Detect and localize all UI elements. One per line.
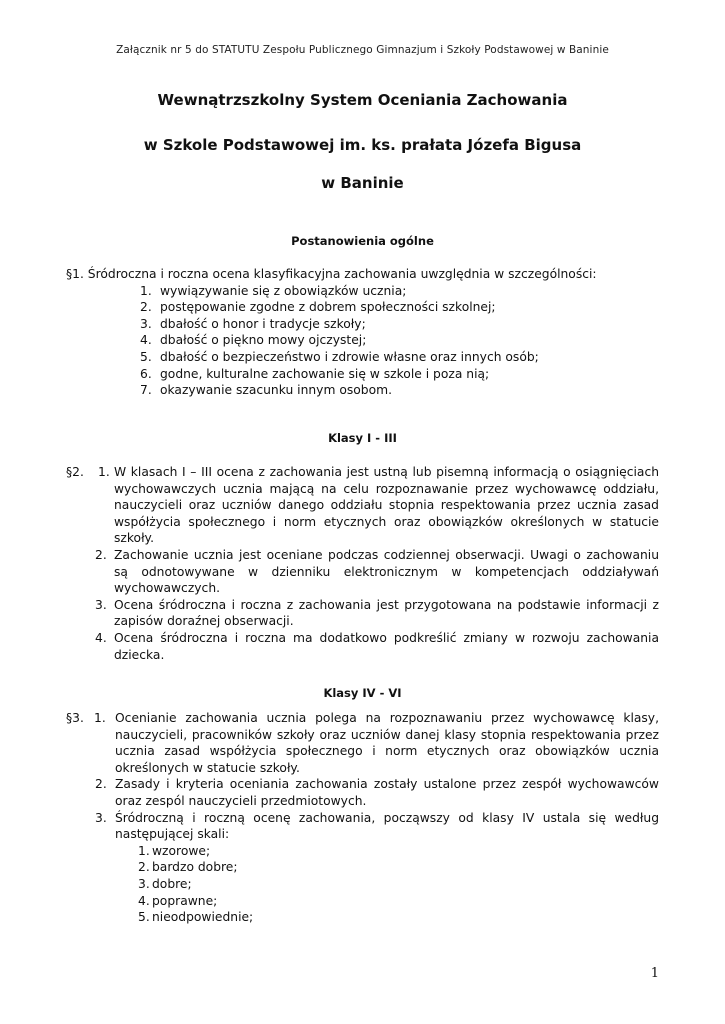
list-item bbox=[66, 349, 666, 366]
item-text: wywiązywanie się z obowiązków ucznia; bbox=[160, 283, 407, 298]
item-number: 3. bbox=[138, 876, 150, 891]
item-text: Ocena śródroczna i roczna z zachowania jest przygotowana na podstawie informacji z zapisów doraźnej obserwacji. bbox=[114, 597, 659, 629]
item-text: dbałość o bezpieczeństwo i zdrowie własne oraz innych osób; bbox=[160, 349, 539, 364]
section-heading-klasy-1-3: Klasy I - III bbox=[328, 431, 397, 445]
list-item bbox=[66, 382, 666, 399]
item-text: Zachowanie ucznia jest oceniane podczas codziennej obserwacji. Uwagi o zachowaniu są odnotowywane w dzienniku elektronicznym w kompetencjach oddziaływań wychowawczych. bbox=[114, 547, 659, 596]
klasy-1-3-list bbox=[66, 464, 659, 663]
klasy-4-6-list bbox=[66, 710, 659, 843]
item-text: Śródroczną i roczną ocenę zachowania, począwszy od klasy IV ustala się według następującej skali: bbox=[115, 810, 659, 842]
item-number: 4. bbox=[140, 333, 152, 348]
list-item bbox=[66, 776, 659, 809]
title-line-1: Wewnątrzszkolny System Oceniania Zachowania bbox=[157, 91, 568, 109]
list-item bbox=[66, 630, 659, 663]
header-note: Załącznik nr 5 do STATUTU Zespołu Publicznego Gimnazjum i Szkoły Podstawowej w Baninie bbox=[116, 44, 609, 56]
item-text: Ocenianie zachowania ucznia polega na rozpoznawaniu przez wychowawcę klasy, nauczycieli, pracowników szkoły oraz uczniów danej klasy stopnia respektowania przez ucznia zasad współżycia społecznego i norm etycznych oraz obowiązków ucznia określonych w statucie szkoły. bbox=[115, 711, 659, 775]
item-number: 4. bbox=[138, 893, 150, 908]
item-text: Ocena śródroczna i roczna ma dodatkowo podkreślić zmiany w rozwoju zachowania dziecka. bbox=[114, 630, 659, 662]
item-text: nieodpowiednie; bbox=[152, 910, 254, 925]
list-item bbox=[66, 366, 666, 383]
title-line-2: w Szkole Podstawowej im. ks. prałata Józefa Bigusa bbox=[143, 136, 582, 154]
section-general bbox=[66, 266, 666, 399]
item-text: Zasady i kryteria oceniania zachowania zostały ustalone przez zespół wychowawców oraz zespól nauczycieli przedmiotowych. bbox=[115, 777, 659, 808]
section-klasy-1-3 bbox=[66, 464, 659, 663]
list-item bbox=[66, 909, 659, 926]
list-item bbox=[66, 332, 666, 349]
item-number: 1. bbox=[138, 843, 150, 858]
item-number: 3. bbox=[95, 810, 107, 825]
list-item bbox=[66, 464, 659, 547]
item-text: godne, kulturalne zachowanie się w szkole i poza nią; bbox=[160, 366, 490, 381]
list-item bbox=[66, 859, 659, 876]
item-number: 1. bbox=[98, 465, 110, 479]
item-number: 2. bbox=[95, 547, 107, 562]
list-item bbox=[66, 876, 659, 893]
list-item bbox=[66, 547, 659, 597]
item-number: 2. bbox=[140, 300, 152, 315]
item-text: W klasach I – III ocena z zachowania jest ustną lub pisemną informacją o osiągnięciach wychowawczych ucznia mającą na celu rozpoznawanie przez wychowawcę oddziału, nauczycieli oraz uczniów danego oddziału stopnia respektowania przez ucznia zasad współżycia społecznego i norm etycznych oraz obowiązków określonych w statucie szkoły. bbox=[114, 465, 659, 546]
item-text: poprawne; bbox=[152, 893, 218, 908]
item-number: 3. bbox=[95, 597, 107, 612]
list-item bbox=[66, 299, 666, 316]
item-number: 6. bbox=[140, 366, 152, 381]
list-item bbox=[66, 843, 659, 860]
item-number: 4. bbox=[95, 630, 107, 645]
list-item bbox=[66, 597, 659, 630]
item-text: dobre; bbox=[152, 876, 192, 891]
list-item bbox=[66, 893, 659, 910]
item-number: 1. bbox=[140, 283, 152, 298]
item-number: 5. bbox=[140, 349, 152, 364]
general-list bbox=[66, 283, 666, 399]
grade-scale-list bbox=[66, 843, 659, 926]
paragraph-3-label: §3. bbox=[66, 711, 84, 725]
list-item bbox=[66, 710, 659, 776]
list-item bbox=[66, 283, 666, 300]
list-item bbox=[66, 316, 666, 333]
item-number: 7. bbox=[140, 383, 152, 398]
title-line-3: w Baninie bbox=[321, 174, 404, 192]
section-heading-klasy-4-6: Klasy IV - VI bbox=[323, 686, 402, 700]
paragraph-1-intro: §1. Śródroczna i roczna ocena klasyfikacyjna zachowania uwzględnia w szczególności: bbox=[66, 267, 597, 281]
section-heading-general: Postanowienia ogólne bbox=[291, 234, 434, 248]
item-number: 2. bbox=[138, 860, 150, 875]
item-number: 5. bbox=[138, 910, 150, 925]
item-number: 1. bbox=[94, 711, 106, 725]
list-item bbox=[66, 810, 659, 843]
item-text: okazywanie szacunku innym osobom. bbox=[160, 383, 393, 398]
item-text: dbałość o piękno mowy ojczystej; bbox=[160, 333, 367, 348]
item-number: 2. bbox=[95, 777, 107, 792]
item-text: postępowanie zgodne z dobrem społeczności szkolnej; bbox=[160, 300, 496, 315]
item-number: 3. bbox=[140, 316, 152, 331]
item-text: dbałość o honor i tradycje szkoły; bbox=[160, 316, 366, 331]
section-klasy-4-6 bbox=[66, 710, 659, 926]
paragraph-2-label: §2. bbox=[66, 465, 84, 479]
item-text: bardzo dobre; bbox=[152, 860, 238, 875]
page-number: 1 bbox=[650, 966, 659, 981]
item-text: wzorowe; bbox=[152, 843, 211, 858]
